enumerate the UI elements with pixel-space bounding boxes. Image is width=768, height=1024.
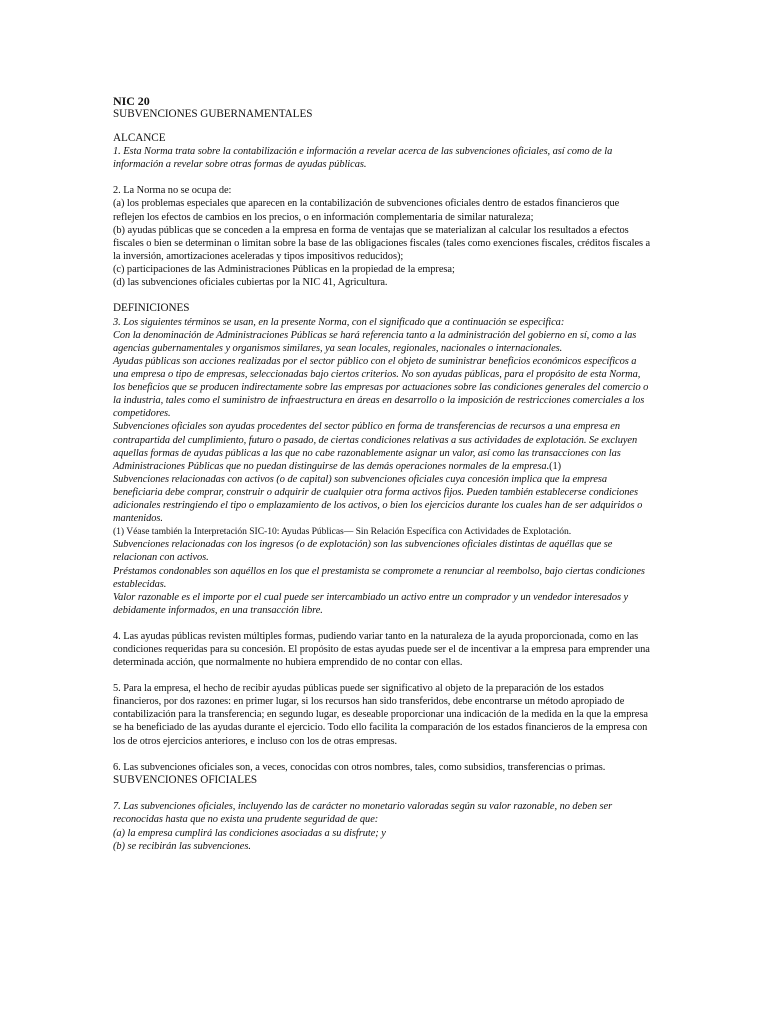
paragraph-7-item-a: (a) la empresa cumplirá las condiciones asociadas a su disfrute; y xyxy=(113,827,386,839)
paragraph-1: 1. Esta Norma trata sobre la contabilización e información a revelar acerca de las subvenciones oficiales, así como de la información a revelar sobre otras formas de ayudas públicas. xyxy=(113,146,613,171)
paragraph-6: 6. Las subvenciones oficiales son, a veces, conocidas con otros nombres, tales, como subsidios, transferencias o primas. xyxy=(113,761,606,773)
definition-subvenciones-oficiales xyxy=(113,420,653,472)
section-heading-definiciones: DEFINICIONES xyxy=(113,302,190,315)
definition-subvenciones-activos: Subvenciones relacionadas con activos (o de capital) son subvenciones oficiales cuya concesión implica que la empresa beneficiaria debe comprar, construir o adquirir de cualquier otra forma activos fijos. Pueden también establecerse condiciones adicionales restringiendo el tipo o emplazamiento de los activos, o bien los ejercicios durante los cuales han de ser adquiridos o mantenidos. xyxy=(113,473,643,525)
section-heading-alcance: ALCANCE xyxy=(113,131,166,144)
definition-subvenciones-ingresos: Subvenciones relacionadas con los ingresos (o de explotación) son las subvenciones oficiales distintas de aquéllas que se relacionan con activos. xyxy=(113,539,613,564)
paragraph-3-intro: 3. Los siguientes términos se usan, en la presente Norma, con el significado que a continuación se especifica: xyxy=(113,316,565,328)
paragraph-4: 4. Las ayudas públicas revisten múltiples formas, pudiendo variar tanto en la naturaleza de la ayuda proporcionada, como en las condiciones requeridas para su concesión. El propósito de estas ayudas puede ser el de incentivar a la empresa para emprender una determinada acción, que normalmente no hubiera emprendido de no contar con ellas. xyxy=(113,630,650,669)
footnote: (1) Véase también la Interpretación SIC-10: Ayudas Públicas— Sin Relación Específica con Actividades de Explotación. xyxy=(113,526,572,538)
definition-prestamos-condonables: Préstamos condonables son aquéllos en los que el prestamista se compromete a renunciar al reembolso, bajo ciertas condiciones establecidas. xyxy=(113,565,645,590)
paragraph-2-item-b: (b) ayudas públicas que se conceden a la empresa en forma de ventajas que se materializan al calcular los resultados a efectos fiscales o bien se determinan o limitan sobre la base de las obligaciones fiscales (tales como exenciones fiscales, créditos fiscales a la inversión, amortizaciones aceleradas y tipos impositivos reducidos); xyxy=(113,224,651,262)
definition-valor-razonable: Valor razonable es el importe por el cual puede ser intercambiado un activo entre un comprador y un vendedor interesados y debidamente informados, en una transacción libre. xyxy=(113,591,629,616)
section-heading-subvenciones: SUBVENCIONES OFICIALES xyxy=(113,773,258,786)
paragraph-2-item-d: (d) las subvenciones oficiales cubiertas por la NIC 41, Agricultura. xyxy=(113,277,388,289)
paragraph-2-intro: 2. La Norma no se ocupa de: xyxy=(113,185,232,197)
paragraph-5: 5. Para la empresa, el hecho de recibir ayudas públicas puede ser significativo al objeto de la preparación de los estados financieros, por dos razones: en primer lugar, si los recursos han sido transferidos, debe encontrarse un método apropiado de contabilización para la transferencia; en segundo lugar, es deseable proporcionar una indicación de la medida en la que la empresa se ha beneficiado de las ayudas durante el ejercicio. Todo ello facilita la comparación de los estados financieros de la empresa con los de otros ejercicios anteriores, e incluso con los de otras empresas. xyxy=(113,683,648,747)
paragraph-7-intro: 7. Las subvenciones oficiales, incluyendo las de carácter no monetario valoradas según su valor razonable, no deben ser reconocidas hasta que no exista una prudente seguridad de que: xyxy=(113,801,613,826)
definition-ayudas-publicas: Ayudas públicas son acciones realizadas por el sector público con el objeto de suministrar beneficios económicos específicos a una empresa o tipo de empresas, seleccionadas bajo ciertos criterios. No son ayudas públicas, para el propósito de esta Norma, los beneficios que se producen indirectamente sobre las empresas por actuaciones sobre las condiciones generales del comercio o la industria, tales como el suministro de infraestructura en áreas en desarrollo o la imposición de restricciones comerciales a los competidores. xyxy=(113,356,649,420)
paragraph-2-item-c: (c) participaciones de las Administraciones Públicas en la propiedad de la empresa; xyxy=(113,263,455,275)
definition-administraciones: Con la denominación de Administraciones Públicas se hará referencia tanto a la administración del gobierno en sí, como a las agencias gubernamentales y organismos similares, ya sean locales, regionales, nacionales o internacionales. xyxy=(113,329,637,354)
footnote-reference: (1) xyxy=(549,460,562,472)
definition-subvenciones-oficiales-text: Subvenciones oficiales son ayudas procedentes del sector público en forma de transferencias de recursos a una empresa en contrapartida del cumplimiento, futuro o pasado, de ciertas condiciones relativas a sus actividades de explotación. Se excluyen aquellas formas de ayudas públicas a las que no cabe razonablemente asignar un valor, así como las transacciones con las Administraciones Públicas que no puedan distinguirse de las demás operaciones normales de la empresa. xyxy=(113,421,638,472)
paragraph-7-item-b: (b) se recibirán las subvenciones. xyxy=(113,840,251,852)
document-subtitle: SUBVENCIONES GUBERNAMENTALES xyxy=(113,108,313,120)
document-title: NIC 20 xyxy=(113,94,150,108)
paragraph-2-item-a: (a) los problemas especiales que aparecen en la contabilización de subvenciones oficiales dentro de estados financieros que reflejen los efectos de cambios en los precios, o en información complementaria de similar naturaleza; xyxy=(113,198,620,223)
document-page xyxy=(113,94,653,853)
